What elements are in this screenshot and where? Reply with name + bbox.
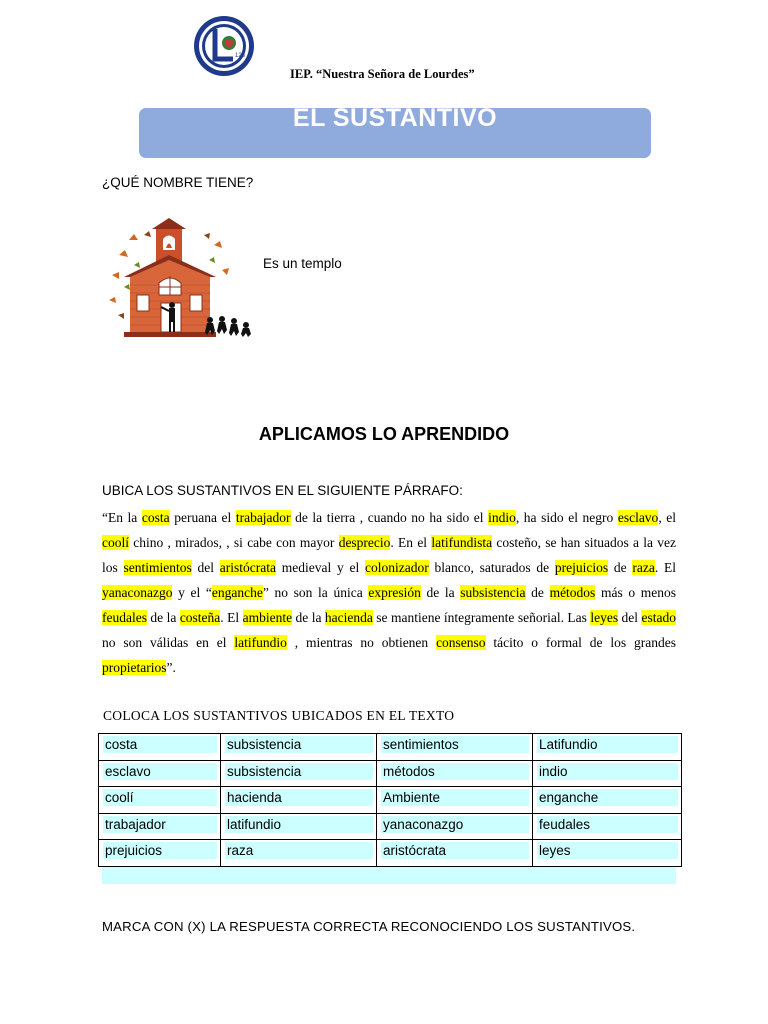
highlighted-noun: latifundista <box>431 535 493 550</box>
noun-entry: subsistencia <box>225 736 373 753</box>
paragraph-text: del <box>618 610 642 625</box>
paragraph-text: . En el <box>390 535 432 550</box>
highlighted-noun: sentimientos <box>123 560 192 575</box>
table-row <box>99 840 682 867</box>
table-cell <box>221 760 377 787</box>
instruction-mark: MARCA CON (X) LA RESPUESTA CORRECTA RECONOCIENDO LOS SUSTANTIVOS. <box>102 919 636 934</box>
answer-text: Es un templo <box>263 256 342 271</box>
table-cell <box>221 787 377 814</box>
table-cell <box>533 734 682 761</box>
highlighted-noun: indio <box>488 510 516 525</box>
paragraph-text: , mientras no obtienen <box>286 635 437 650</box>
highlighted-noun: costa <box>141 510 170 525</box>
school-name: IEP. “Nuestra Señora de Lourdes” <box>290 67 475 81</box>
table-cell <box>377 787 533 814</box>
highlighted-noun: aristócrata <box>219 560 276 575</box>
section-title: APLICAMOS LO APRENDIDO <box>258 424 510 444</box>
noun-entry: coolí <box>103 789 217 806</box>
svg-text:126: 126 <box>235 53 246 59</box>
paragraph-text: ” no son la única <box>262 585 369 600</box>
highlighted-noun: leyes <box>590 610 619 625</box>
paragraph-text: de la <box>146 610 180 625</box>
noun-entry: indio <box>537 763 678 780</box>
paragraph-text: , el <box>658 510 677 525</box>
table-row <box>99 813 682 840</box>
highlighted-noun: estado <box>641 610 676 625</box>
noun-entry: enganche <box>537 789 678 806</box>
school-house-illustration <box>104 215 254 345</box>
table-bottom-strip <box>102 866 676 884</box>
highlighted-noun: esclavo <box>617 510 659 525</box>
table-row <box>99 787 682 814</box>
highlighted-noun: prejuicios <box>554 560 609 575</box>
highlighted-noun: expresión <box>368 585 421 600</box>
noun-entry: aristócrata <box>381 842 529 859</box>
table-cell <box>221 813 377 840</box>
table-cell <box>533 840 682 867</box>
highlighted-noun: colonizador <box>365 560 429 575</box>
highlighted-noun: raza <box>632 560 655 575</box>
highlighted-noun: subsistencia <box>460 585 526 600</box>
table-cell <box>533 813 682 840</box>
noun-entry: prejuicios <box>103 842 217 859</box>
highlighted-noun: desprecio <box>338 535 391 550</box>
paragraph-text: . El <box>654 560 676 575</box>
noun-entry: métodos <box>381 763 529 780</box>
paragraph-text: medieval y el <box>276 560 365 575</box>
question-heading: ¿QUÉ NOMBRE TIENE? <box>102 175 254 190</box>
highlighted-noun: coolí <box>102 535 129 550</box>
paragraph-text: costeño, se han situados a la vez los <box>102 535 676 575</box>
paragraph-text: tácito o formal de los grandes <box>485 635 676 650</box>
highlighted-noun: costeña <box>179 610 221 625</box>
highlighted-noun: latifundio <box>234 635 287 650</box>
title-banner <box>139 104 651 158</box>
paragraph-text: ”. <box>166 660 176 675</box>
paragraph-text: de la <box>292 610 325 625</box>
table-cell <box>99 840 221 867</box>
table-cell <box>377 840 533 867</box>
table-cell <box>221 840 377 867</box>
table-cell <box>99 760 221 787</box>
noun-entry: feudales <box>537 816 678 833</box>
exercise-paragraph <box>102 505 676 680</box>
highlighted-noun: trabajador <box>235 510 291 525</box>
page-title: EL SUSTANTIVO <box>292 104 498 132</box>
noun-entry: Ambiente <box>381 789 529 806</box>
highlighted-noun: enganche <box>211 585 263 600</box>
noun-entry: costa <box>103 736 217 753</box>
noun-entry: Latifundio <box>537 736 678 753</box>
instruction-locate: UBICA LOS SUSTANTIVOS EN EL SIGUIENTE PÁRRAFO: <box>102 483 463 498</box>
paragraph-text: de la tierra , cuando no ha sido el <box>290 510 489 525</box>
table-cell <box>377 760 533 787</box>
paragraph-text: peruana el <box>169 510 236 525</box>
table-cell <box>377 813 533 840</box>
paragraph-text: chino , mirados, , si cabe con mayor <box>129 535 339 550</box>
noun-entry: esclavo <box>103 763 217 780</box>
table-cell <box>99 734 221 761</box>
table-cell <box>533 760 682 787</box>
highlighted-noun: propietarios <box>102 660 167 675</box>
noun-entry: sentimientos <box>381 736 529 753</box>
noun-entry: trabajador <box>103 816 217 833</box>
noun-entry: latifundio <box>225 816 373 833</box>
highlighted-noun: yanaconazgo <box>102 585 173 600</box>
paragraph-text: , ha sido el negro <box>515 510 618 525</box>
highlighted-noun: ambiente <box>242 610 293 625</box>
school-logo <box>193 15 255 77</box>
paragraph-text: de la <box>420 585 461 600</box>
paragraph-text: no son válidas en el <box>102 635 235 650</box>
noun-entry: leyes <box>537 842 678 859</box>
paragraph-text: se mantiene íntegramente señorial. Las <box>372 610 591 625</box>
paragraph-text: de <box>525 585 550 600</box>
paragraph-text: más o menos <box>595 585 676 600</box>
table-row <box>99 734 682 761</box>
highlighted-noun: métodos <box>549 585 596 600</box>
highlighted-noun: feudales <box>102 610 147 625</box>
paragraph-text: y el “ <box>172 585 212 600</box>
noun-entry: subsistencia <box>225 763 373 780</box>
instruction-place: COLOCA LOS SUSTANTIVOS UBICADOS EN EL TEXTO <box>103 708 455 723</box>
table-cell <box>99 813 221 840</box>
paragraph-text: blanco, saturados de <box>428 560 555 575</box>
paragraph-text: . El <box>220 610 243 625</box>
table-row <box>99 760 682 787</box>
paragraph-text: “En la <box>102 510 142 525</box>
noun-entry: raza <box>225 842 373 859</box>
highlighted-noun: consenso <box>436 635 486 650</box>
paragraph-text: de <box>608 560 633 575</box>
nouns-table-wrapper <box>98 733 682 884</box>
paragraph-text: del <box>191 560 220 575</box>
noun-entry: hacienda <box>225 789 373 806</box>
table-cell <box>221 734 377 761</box>
noun-entry: yanaconazgo <box>381 816 529 833</box>
table-cell <box>533 787 682 814</box>
table-cell <box>99 787 221 814</box>
highlighted-noun: hacienda <box>324 610 373 625</box>
table-cell <box>377 734 533 761</box>
nouns-table <box>98 733 682 867</box>
